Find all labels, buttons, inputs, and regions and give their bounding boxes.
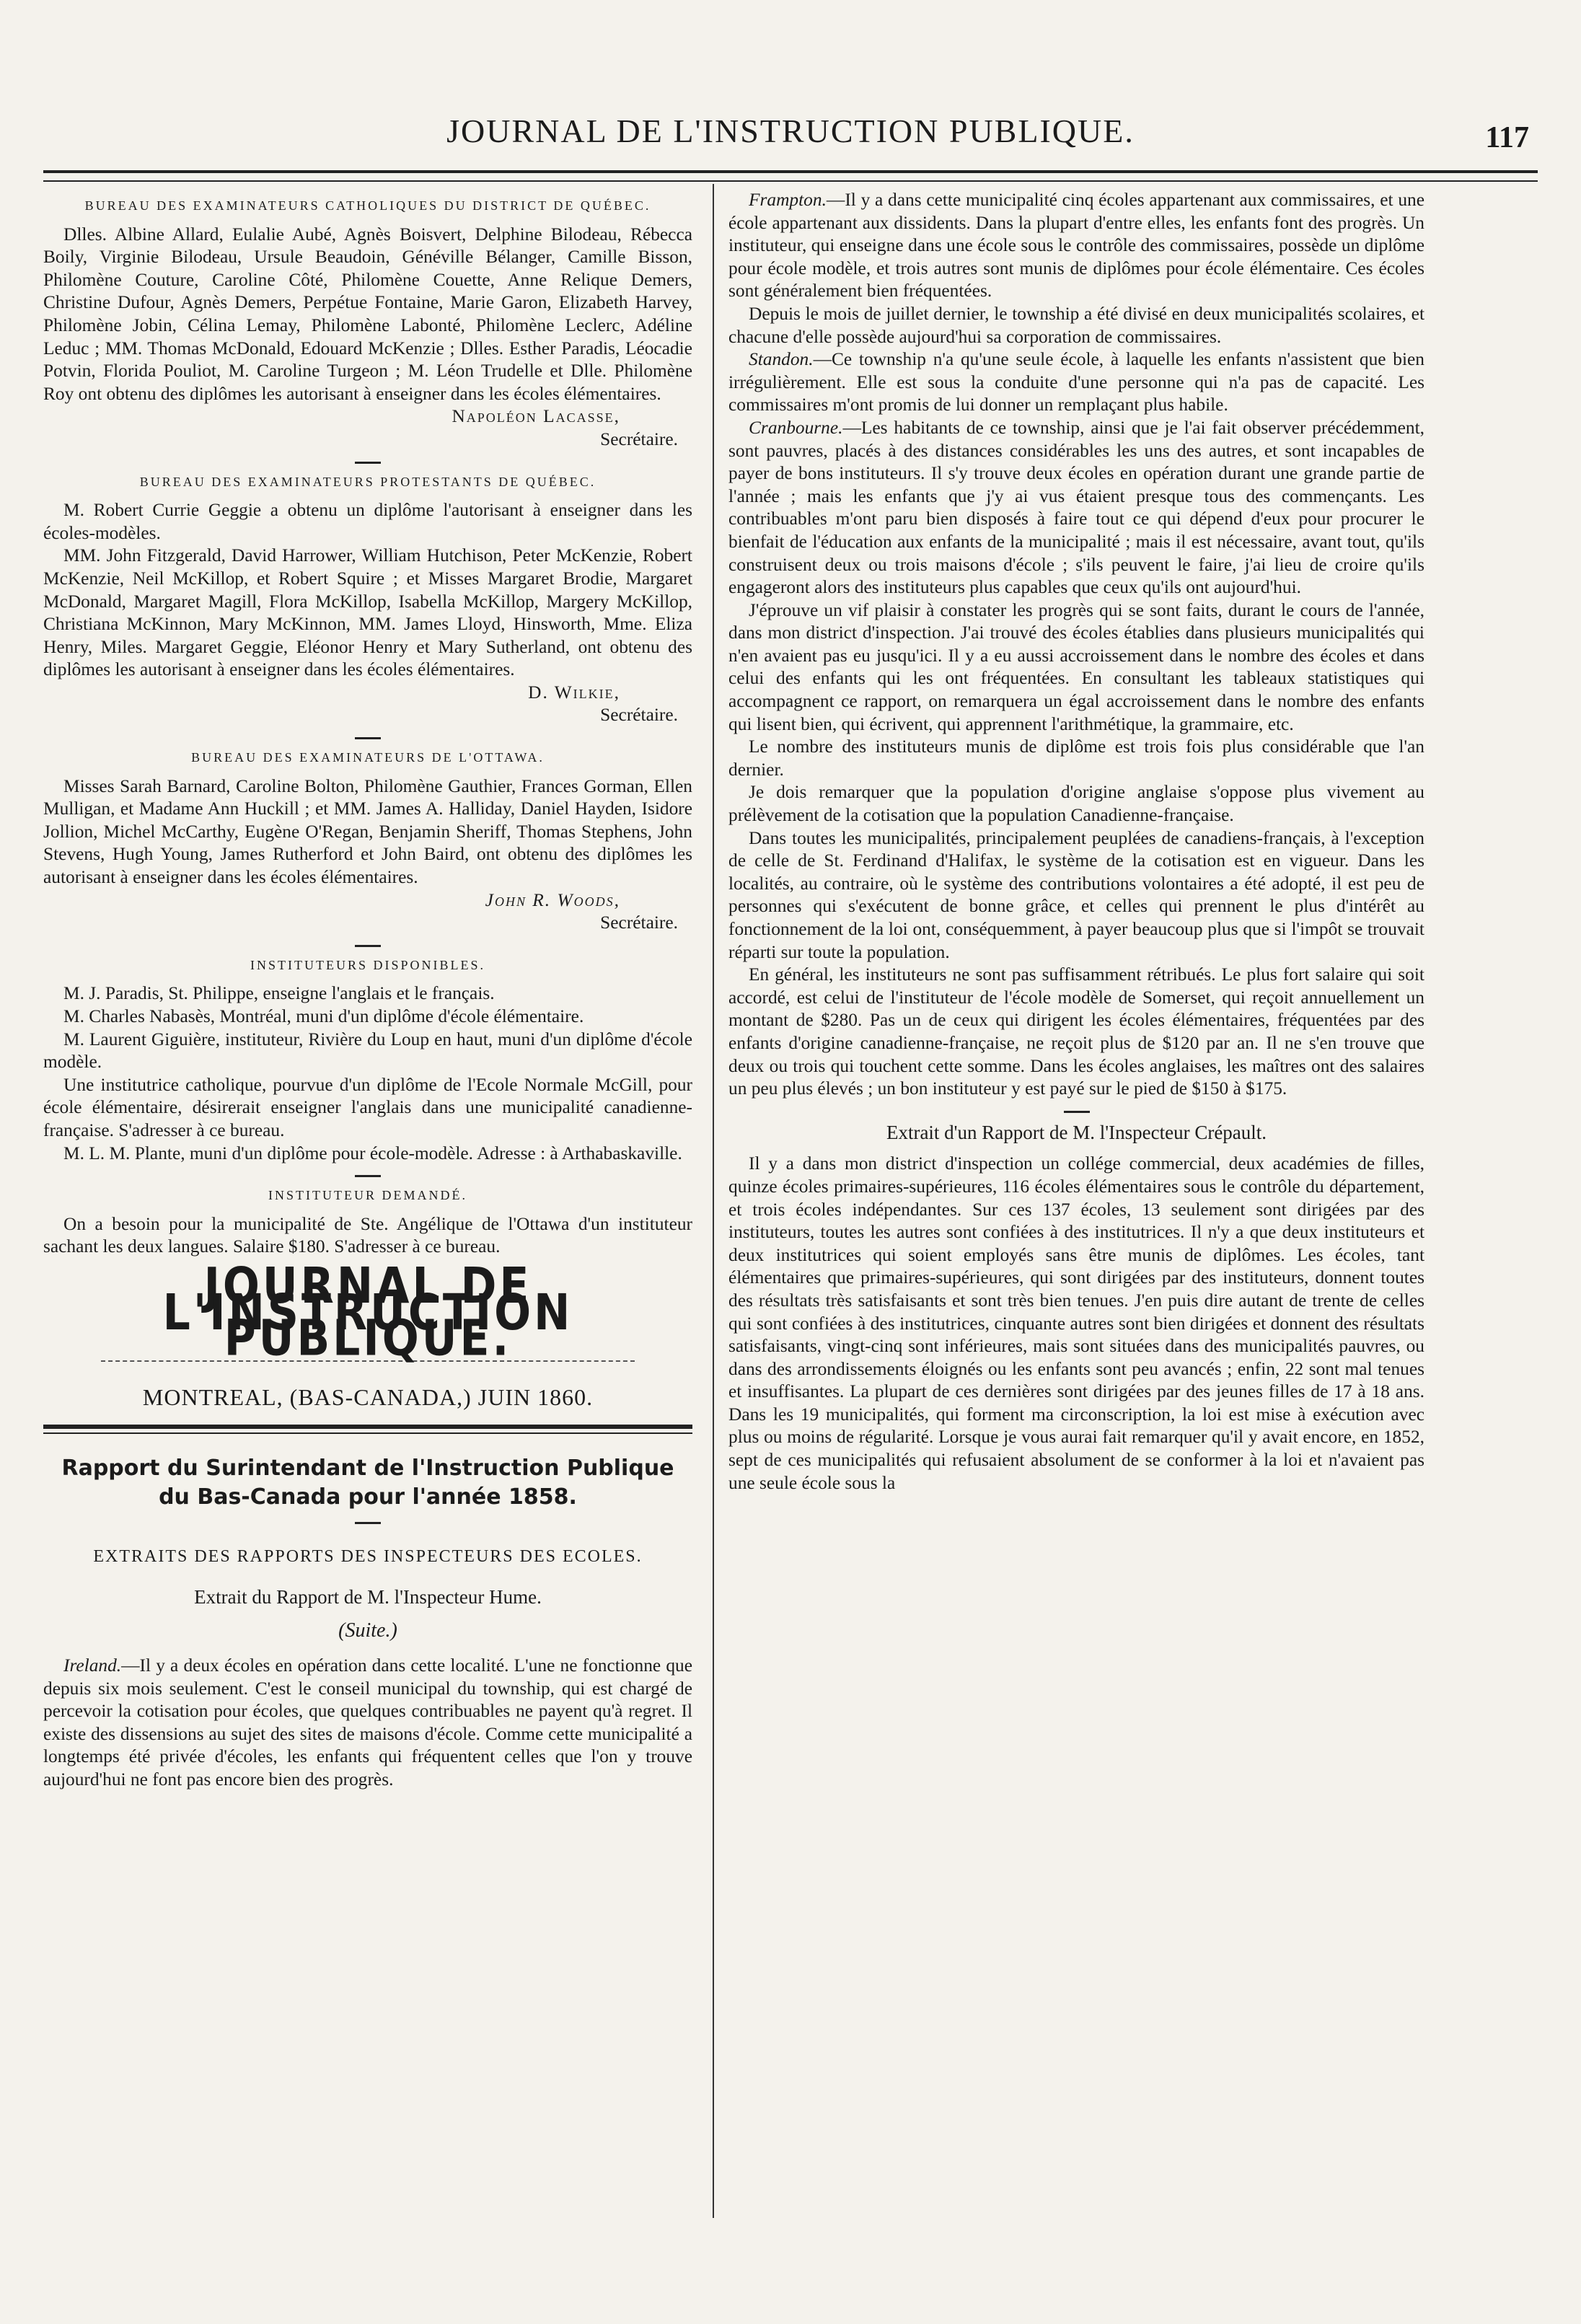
notice-item: M. Charles Nabasès, Montréal, muni d'un diplôme d'école élémentaire. [63, 1006, 584, 1026]
left-column [43, 189, 692, 1792]
section-heading: INSTITUTEURS DISPONIBLES. [250, 957, 485, 972]
section-heading: BUREAU DES EXAMINATEURS PROTESTANTS DE QUÉBEC. [139, 474, 596, 489]
paragraph: MM. John Fitzgerald, David Harrower, William Hutchison, Peter McKenzie, Robert McKenzie, Neil McKillop, et Robert Squire ; et Misses Margaret Brodie, Margaret McDonald, Margaret Magill, Flora McKillop, Isabella McKillop, Margery McKillop, Christiana McKinnon, Mary McKinnon, MM. James Lloyd, Hinsworth, Mme. Eliza Henry, Miles. Margaret Geggie, Eléonor Henry et Mary Sutherland, ont obtenu des diplômes les autorisant à enseigner dans les écoles élémentaires. [43, 545, 692, 680]
paragraph: Depuis le mois de juillet dernier, le township a été divisé en deux municipalités scolaires, et chacune d'elle possède aujourd'hui sa corporation de commissaires. [728, 303, 1424, 347]
section-heading: INSTITUTEUR DEMANDÉ. [268, 1188, 467, 1203]
place-name: Standon. [749, 349, 814, 370]
paragraph-text: —Il y a dans cette municipalité cinq écoles appartenant aux commissaires, et une école appartenant aux dissidents. Dans la plupart d'entre elles, les enfants font des progrès. Un instituteur, qui enseigne dans une école sous le contrôle des commissaires, possède un diplôme pour école modèle, et trois autres sont munis de diplômes pour école élémentaire. Ces écoles sont généralement bien fréquentées. [728, 190, 1424, 301]
page-number: 117 [1485, 121, 1529, 154]
notice-item: M. Laurent Giguière, instituteur, Rivière du Loup en haut, muni d'un diplôme d'école modèle. [43, 1029, 692, 1073]
report-subheading: EXTRAITS DES RAPPORTS DES INSPECTEURS DES ECOLES. [93, 1547, 643, 1567]
signature-role: Secrétaire. [600, 428, 678, 449]
signature-name: Napoléon Lacasse, [452, 406, 620, 427]
dateline-rule [43, 1425, 692, 1434]
place-name: Cranbourne. [749, 417, 843, 438]
paragraph-text: —Ce township n'a qu'une seule école, à laquelle les enfants n'assistent que bien irrégulièrement. Elle est sous la conduite d'une personne qui n'a pas de capacité. Les commissaires m'ont promis de lui donner un remplaçant plus habile. [728, 349, 1424, 415]
separator [355, 462, 381, 464]
extract-heading: Extrait du Rapport de M. l'Inspecteur Hume. [194, 1585, 542, 1608]
running-head [43, 105, 1538, 162]
paragraph: On a besoin pour la municipalité de Ste. Angélique de l'Ottawa d'un instituteur sachant les deux langues. Salaire $180. S'adresser à ce bureau. [43, 1213, 692, 1257]
dateline: MONTREAL, (BAS-CANADA,) JUIN 1860. [142, 1383, 594, 1410]
paragraph [43, 1655, 692, 1792]
paragraph: M. Robert Currie Geggie a obtenu un diplôme l'autorisant à enseigner dans les écoles-modèles. [43, 500, 692, 543]
separator [355, 1522, 381, 1524]
paragraph: Je dois remarquer que la population d'origine anglaise s'oppose plus vivement au prélèvement de la cotisation que la population Canadienne-française. [728, 782, 1424, 826]
column-divider [713, 184, 714, 2218]
report-title: Rapport du Surintendant de l'Instruction Publique du Bas-Canada pour l'année 1858. [61, 1456, 674, 1510]
notice-item: M. J. Paradis, St. Philippe, enseigne l'anglais et le français. [63, 983, 495, 1004]
paragraph: Il y a dans mon district d'inspection un collége commercial, deux académies de filles, quinze écoles primaires-supérieures, 116 écoles élémentaires sous le contrôle du département, et trois écoles indépendantes. Sur ces 137 écoles, 13 seulement sont dirigées par des instituteurs, toutes les autres sont confiées à des institutrices. Il n'y a que deux instituteurs et deux institutrices qui soient employés sans être munis de diplômes. Les écoles, tant élémentaires que primaires-supérieures, qui sont dirigées par des instituteurs, donnent toutes des résultats très satisfaisants et sont très bien tenues. J'en puis dire autant de trente de celles qui sont confiées à des institutrices, cinquante autres sont bien dirigées et donnent des résultats satisfaisants, vingt-cinq sont inférieures, mais sont situées dans des municipalités pauvres, ou dans des arrondissements éloignés ou les enfants sont peu avancés ; enfin, 22 sont mal tenues et insuffisantes. La plupart de ces dernières sont dirigées par des jeunes filles de 17 à 18 ans. Dans les 19 municipalités, qui forment ma circonscription, la loi est mise à exécution avec plus ou moins de régularité. Lorsque je vous aurai fait remarquer qu'il y avait encore, en 1852, sept de ces municipalités qui refusaient absolument de se conformer à la loi et n'avaient pas une seule école sous la [728, 1153, 1424, 1493]
signature-name: John R. Woods, [485, 889, 620, 910]
suite-label: (Suite.) [338, 1619, 397, 1642]
paragraph: Misses Sarah Barnard, Caroline Bolton, Philomène Gauthier, Frances Gorman, Ellen Mulligan, et Madame Ann Huckill ; et MM. James A. Halliday, Daniel Hayden, Isidore Jollion, Michel McCarthy, Eugène O'Regan, Benjamin Sheriff, Thomas Stephens, John Stevens, Hugh Young, James Rutherford et John Baird, ont obtenu des diplômes les autorisant à enseigner dans les écoles élémentaires. [43, 775, 692, 888]
paragraph [728, 189, 1424, 303]
notice-item: Une institutrice catholique, pourvue d'un diplôme de l'Ecole Normale McGill, pour école élémentaire, désirerait enseigner l'anglais dans une municipalité canadienne-française. S'adresser à ce bureau. [43, 1074, 692, 1140]
paragraph: Dans toutes les municipalités, principalement peuplées de canadiens-français, à l'exception de celle de St. Ferdinand d'Halifax, le système de la cotisation est en vigueur. Dans les localités, au contraire, où le système des contributions volontaires a été adopté, il est peu de personnes qui s'exécutent de bonne grâce, et celles qui prennent le plus d'intérêt au fonctionnement de la loi ont, conséquemment, à payer beaucoup plus que si l'impôt se trouvait réparti sur toute la population. [728, 827, 1424, 962]
separator [355, 1175, 381, 1177]
right-column [728, 189, 1424, 1495]
section-heading: BUREAU DES EXAMINATEURS CATHOLIQUES DU DISTRICT DE QUÉBEC. [84, 198, 651, 213]
paragraph: J'éprouve un vif plaisir à constater les progrès qui se sont faits, durant le cours de l'année, dans mon district d'inspection. J'ai trouvé des écoles établies dans plusieurs municipalités qui n'en avaient pas eu jusqu'ici. Il y a eu aussi accroissement dans le nombre des écoles et dans celui des enfants qui les ont fréquentées. En consultant les tableaux statistiques qui accompagnent ce rapport, on remarquera un égal accroissement dans le nombre des enfants qui lisent bien, qui écrivent, qui apprennent l'arithmétique, la grammaire, etc. [728, 599, 1424, 734]
paragraph-text: —Les habitants de ce township, ainsi que je l'ai fait observer précédemment, sont pauvres, placés à des distances considérables les uns des autres, et sont incapables de payer de bons instituteurs. Il s'y trouve deux écoles en opération durant une grande partie de l'année ; mais les enfants que j'y ai vus étaient presque tous des commençants. Les contribuables m'ont paru bien disposés à faire tout ce qui dépend d'eux pour procurer le bienfait de l'éducation aux enfants de la municipalité ; mais il est nécessaire, avant tout, qu'ils construisent deux ou trois maisons d'école ; s'ils peuvent le faire, j'ai lieu de croire qu'ils engageront alors des instituteurs plus capables que ceux qu'ils ont aujourd'hui. [728, 417, 1424, 598]
paragraph: Le nombre des instituteurs munis de diplôme est trois fois plus considérable que l'an dernier. [728, 736, 1424, 780]
extract-heading: Extrait d'un Rapport de M. l'Inspecteur Crépault. [886, 1121, 1267, 1143]
signature-role: Secrétaire. [600, 705, 678, 726]
paragraph [728, 417, 1424, 599]
paragraph-text: —Il y a deux écoles en opération dans cette localité. L'une ne fonctionne que depuis six mois seulement. C'est le conseil municipal du township, qui est chargé de percevoir la cotisation pour écoles, que quelques contribuables ne payent qu'à regret. Il existe des dissensions au sujet des sites de maisons d'école. Comme cette municipalité a longtemps été privée d'écoles, les enfants qui fréquentent celles que l'on y trouve aujourd'hui ne font pas encore bien des progrès. [43, 1655, 692, 1790]
separator [355, 945, 381, 947]
section-heading: BUREAU DES EXAMINATEURS DE L'OTTAWA. [191, 750, 545, 765]
place-name: Frampton. [749, 190, 827, 210]
header-rule [43, 170, 1538, 182]
place-name: Ireland. [63, 1655, 122, 1676]
separator [355, 737, 381, 739]
separator [1064, 1111, 1090, 1113]
paragraph [728, 348, 1424, 417]
signature-name: D. Wilkie, [528, 682, 620, 703]
signature-role: Secrétaire. [600, 912, 678, 933]
running-head-title: JOURNAL DE L'INSTRUCTION PUBLIQUE. [446, 113, 1135, 149]
notice-item: M. L. M. Plante, muni d'un diplôme pour école-modèle. Adresse : à Arthabaskaville. [63, 1143, 682, 1163]
masthead: JOURNAL DE L'INSTRUCTION PUBLIQUE. [162, 1256, 573, 1368]
paragraph: En général, les instituteurs ne sont pas suffisamment rétribués. Le plus fort salaire qui soit accordé, est celui de l'instituteur de l'école modèle de Somerset, qui reçoit annuellement un montant de $280. Pas un de ceux qui dirigent les écoles élémentaires, fréquentées par des enfants d'origine canadienne-française, ne reçoit plus de $120 par an. Il ne s'en trouve que deux ou trois qui touchent cette somme. Dans les écoles anglaises, les maîtres ont des salaires un peu plus élevés ; un bon instituteur y est payé sur le pied de $150 à $175. [728, 964, 1424, 1099]
paragraph: Dlles. Albine Allard, Eulalie Aubé, Agnès Boisvert, Delphine Bilodeau, Rébecca Boily, Virginie Bilodeau, Ursule Beaudoin, Généville Bélanger, Camille Bisson, Philomène Couture, Caroline Côté, Philomène Couette, Anne Relique Demers, Christine Dufour, Agnès Demers, Perpétue Fontaine, Marie Garon, Elizabeth Harvey, Philomène Jobin, Célina Lemay, Philomène Labonté, Philomène Leclerc, Adéline Leduc ; MM. Thomas McDonald, Edouard McKenzie ; Dlles. Esther Paradis, Léocadie Potvin, Florida Pouliot, M. Caroline Turgeon ; M. Léon Trudelle et Dlle. Philomène Roy ont obtenu des diplômes les autorisant à enseigner dans les écoles élémentaires. [43, 224, 692, 404]
